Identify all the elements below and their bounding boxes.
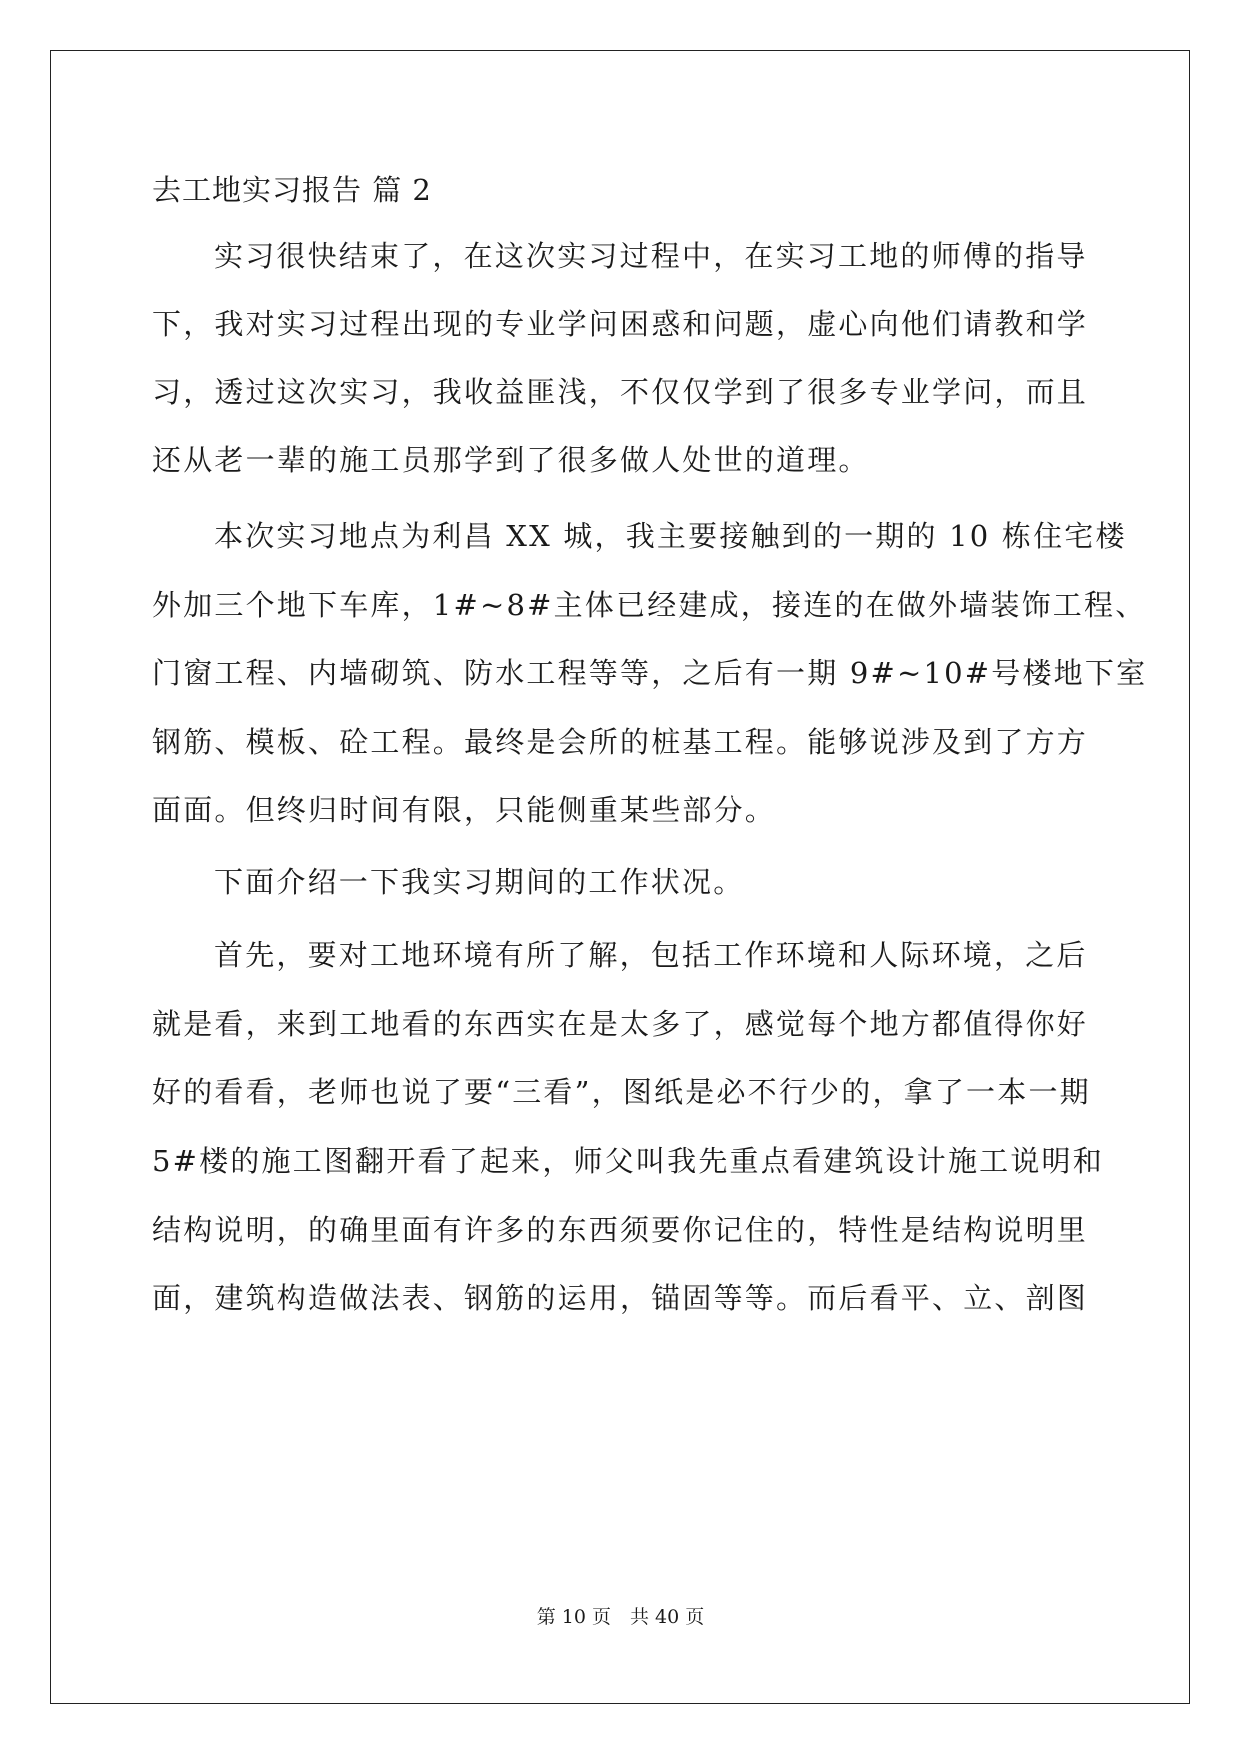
paragraph-line: 门窗工程、内墙砌筑、防水工程等等，之后有一期 9#~10#号楼地下室 xyxy=(152,656,1148,690)
paragraph-line: 好的看看，老师也说了要“三看”，图纸是必不行少的，拿了一本一期 xyxy=(152,1075,1091,1109)
paragraph-line: 就是看，来到工地看的东西实在是太多了，感觉每个地方都值得你好 xyxy=(152,1007,1089,1041)
paragraph-line: 首先，要对工地环境有所了解，包括工作环境和人际环境，之后 xyxy=(214,938,1088,972)
paragraph-line: 下，我对实习过程出现的专业学问困惑和问题，虚心向他们请教和学 xyxy=(152,307,1089,341)
paragraph-line: 下面介绍一下我实习期间的工作状况。 xyxy=(214,865,745,899)
paragraph-line: 实习很快结束了，在这次实习过程中，在实习工地的师傅的指导 xyxy=(214,239,1088,273)
paragraph-line: 5#楼的施工图翻开看了起来，师父叫我先重点看建筑设计施工说明和 xyxy=(152,1144,1104,1178)
page-number-footer: 第 10 页 共 40 页 xyxy=(536,1606,705,1628)
paragraph-line: 面面。但终归时间有限，只能侧重某些部分。 xyxy=(152,793,777,827)
paragraph-line: 面，建筑构造做法表、钢筋的运用，锚固等等。而后看平、立、剖图 xyxy=(152,1281,1089,1315)
paragraph-line: 外加三个地下车库，1#~8#主体已经建成，接连的在做外墙装饰工程、 xyxy=(152,588,1147,622)
paragraph-line: 习，透过这次实习，我收益匪浅，不仅仅学到了很多专业学问，而且 xyxy=(152,375,1089,409)
paragraph-line: 本次实习地点为利昌 XX 城，我主要接触到的一期的 10 栋住宅楼 xyxy=(214,519,1127,553)
section-heading: 去工地实习报告 篇 2 xyxy=(152,173,432,207)
paragraph-line: 还从老一辈的施工员那学到了很多做人处世的道理。 xyxy=(152,443,870,477)
paragraph-line: 钢筋、模板、砼工程。最终是会所的桩基工程。能够说涉及到了方方 xyxy=(152,725,1089,759)
paragraph-line: 结构说明，的确里面有许多的东西须要你记住的，特性是结构说明里 xyxy=(152,1213,1089,1247)
